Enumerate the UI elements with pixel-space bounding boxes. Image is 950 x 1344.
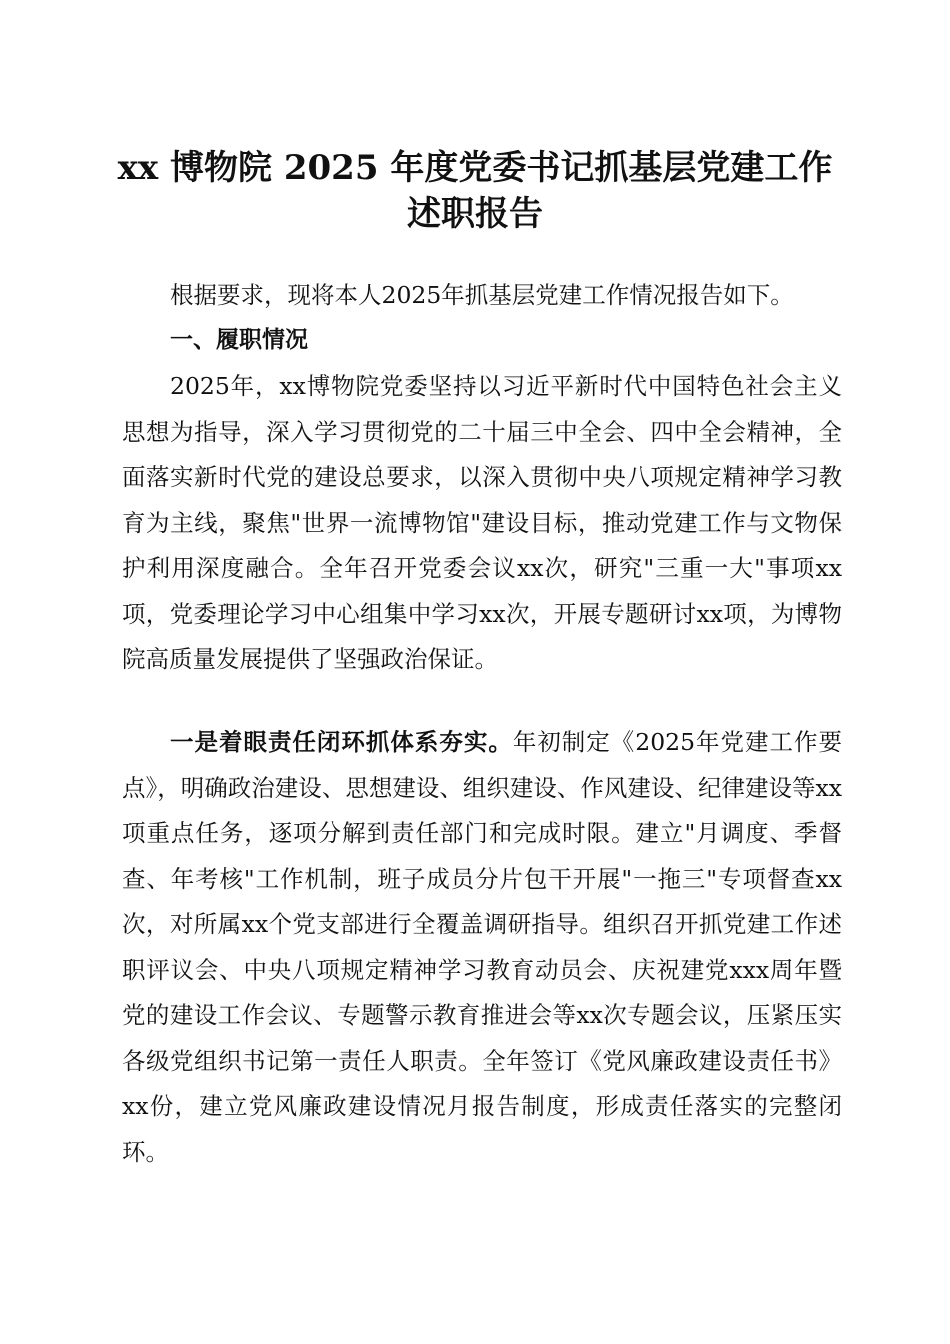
section-1-paragraph: 2025年，xx博物院党委坚持以习近平新时代中国特色社会主义思想为指导，深入学习贯彻党的二十届三中全会、四中全会精神，全面落实新时代党的建设总要求，以深入贯彻中央八项规定精神学习教育为主线，聚焦"世界一流博物馆"建设目标，推动党建工作与文物保护利用深度融合。全年召开党委会议xx次，研究"三重一大"事项xx项，党委理论学习中心组集中学习xx次，开展专题研讨xx项，为博物院高质量发展提供了坚强政治保证。 bbox=[122, 372, 842, 673]
document-title-line-1: xx 博物院 2025 年度党委书记抓基层党建工作 bbox=[117, 148, 833, 188]
point-1-lead: 一是着眼责任闭环抓体系夯实。 bbox=[170, 728, 513, 756]
point-1-paragraph bbox=[122, 720, 842, 1175]
document-title-line-2: 述职报告 bbox=[407, 194, 543, 234]
intro-paragraph: 根据要求，现将本人2025年抓基层党建工作情况报告如下。 bbox=[170, 281, 794, 309]
point-1-body: 年初制定《2025年党建工作要点》，明确政治建设、思想建设、组织建设、作风建设、纪律建设等xx项重点任务，逐项分解到责任部门和完成时限。建立"月调度、季督查、年考核"工作机制，班子成员分片包干开展"一拖三"专项督查xx次，对所属xx个党支部进行全覆盖调研指导。组织召开抓党建工作述职评议会、中央八项规定精神学习教育动员会、庆祝建党xxx周年暨党的建设工作会议、专题警示教育推进会等xx次专题会议，压紧压实各级党组织书记第一责任人职责。全年签订《党风廉政建设责任书》xx份，建立党风廉政建设情况月报告制度，形成责任落实的完整闭环。 bbox=[122, 728, 842, 1166]
section-heading-1: 一、履职情况 bbox=[170, 327, 308, 353]
